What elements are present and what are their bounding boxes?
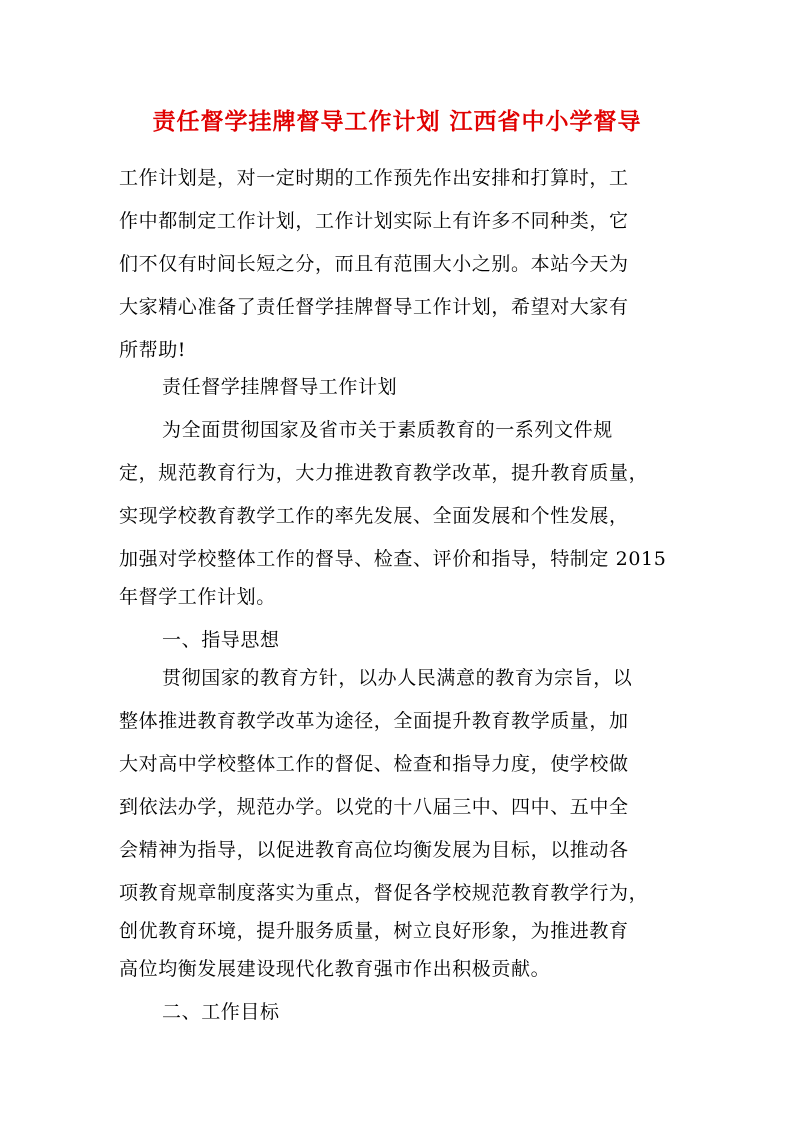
section-heading-work-goals: 二、工作目标 <box>162 1001 280 1023</box>
para-2-line-3: 大对高中学校整体工作的督促、检查和指导力度，使学校做 <box>119 753 629 775</box>
para-2-line-6: 项教育规章制度落实为重点，督促各学校规范教育教学行为， <box>119 882 649 904</box>
para-2-line-5: 会精神为指导，以促进教育高位均衡发展为目标，以推动各 <box>119 839 629 861</box>
para-1-line-3: 实现学校教育教学工作的率先发展、全面发展和个性发展， <box>119 505 629 527</box>
para-2-line-1: 贯彻国家的教育方针，以办人民满意的教育为宗旨，以 <box>162 667 633 689</box>
para-2-line-7: 创优教育环境，提升服务质量，树立良好形象，为推进教育 <box>119 920 629 942</box>
intro-line-5: 所帮助! <box>119 339 187 361</box>
section-heading-plan: 责任督学挂牌督导工作计划 <box>162 376 398 398</box>
para-1-line-4: 加强对学校整体工作的督导、检查、评价和指导，特制定 2015 <box>119 548 667 570</box>
intro-line-3: 们不仅有时间长短之分，而且有范围大小之别。本站今天为 <box>119 253 629 275</box>
section-heading-guiding-thought: 一、指导思想 <box>162 629 280 651</box>
para-2-line-2: 整体推进教育教学改革为途径，全面提升教育教学质量，加 <box>119 710 629 732</box>
intro-line-4: 大家精心准备了责任督学挂牌督导工作计划，希望对大家有 <box>119 296 629 318</box>
document-title: 责任督学挂牌督导工作计划 江西省中小学督导 <box>152 108 642 135</box>
para-1-line-5: 年督学工作计划。 <box>119 586 276 608</box>
intro-line-2: 作中都制定工作计划，工作计划实际上有许多不同种类，它 <box>119 210 629 232</box>
para-2-line-8: 高位均衡发展建设现代化教育强市作出积极贡献。 <box>119 958 551 980</box>
intro-line-1: 工作计划是，对一定时期的工作预先作出安排和打算时，工 <box>119 167 629 189</box>
para-1-line-1: 为全面贯彻国家及省市关于素质教育的一系列文件规 <box>162 419 613 441</box>
para-1-line-2: 定，规范教育行为，大力推进教育教学改革，提升教育质量， <box>119 462 649 484</box>
para-2-line-4: 到依法办学，规范办学。以党的十八届三中、四中、五中全 <box>119 796 629 818</box>
